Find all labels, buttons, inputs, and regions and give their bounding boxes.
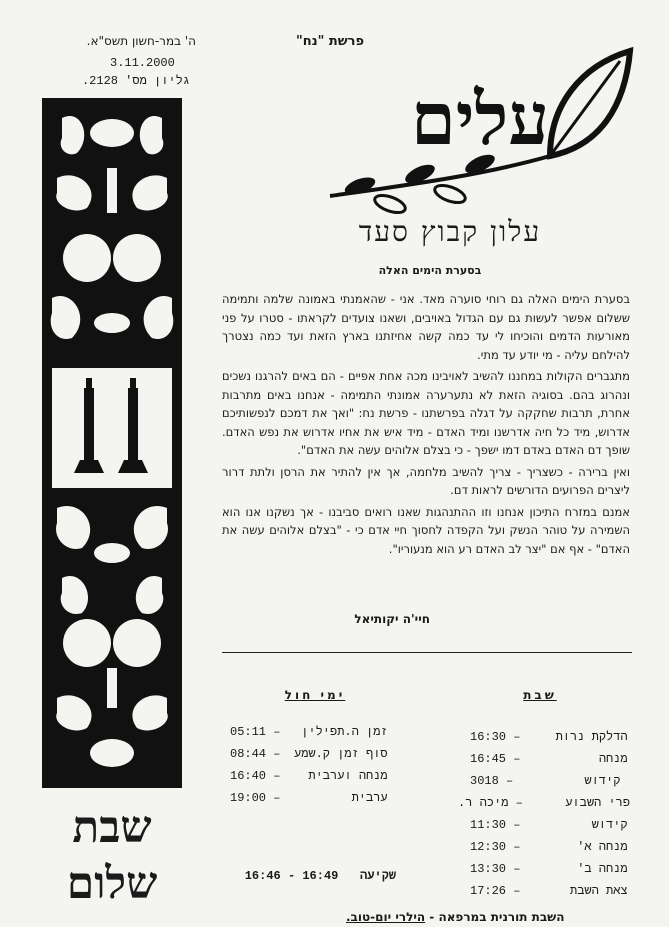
banner-line-2: שלום bbox=[66, 858, 158, 909]
schedule-row: פרי השבוע – מיכה ר. bbox=[458, 796, 631, 810]
article-paragraph: בסערת הימים האלה גם רוחי סוערה מאד. אני - שהאמנתי באמונה שלמה ותמימה ששלום אפשר לעשות גם עם הגדול באויבים, ושאנו צועדים לקראתו - סטרו על פני מאורעות הדמים והוכיחו לי עד כמה קשה אחיזתנו בארץ הזאת ועד כמה נצטרך להילחם עליה - מי יודע עד מתי. bbox=[222, 292, 630, 362]
sunset-times bbox=[226, 869, 396, 883]
footer-text: השבת תורנית במרפאה - bbox=[429, 910, 565, 924]
parasha-label: פרשת "נח" bbox=[296, 34, 365, 49]
schedule-row: מנחה וערבית – 16:40 bbox=[230, 769, 388, 783]
schedule-row: מנחה ב' – 13:30 bbox=[470, 862, 628, 876]
schedule-row: הדלקת נרות – 16:30 bbox=[470, 730, 628, 744]
shabbat-shalom-banner bbox=[42, 800, 182, 912]
section-divider bbox=[222, 652, 632, 653]
article-paragraph: מתגברים הקולות במחננו להשיב לאויבינו מכה אחת אפיים - הם באים להרגנו נשכים ונהרוג בהם. בסוגיה הזאת לא נתערערה אמונתי התמימה - אנחנו באים מתרבות אחרת, תרבות שחקקה על דגלה בפרשתנו - פרשת נח: "ואך את דמכם לנפשותיכם אדרוש, מיד כל חיה אדרשנו ומיד האדם - מיד איש את אחיו אדרוש את נפש האדם. שופך דם האדם באדם דמו ישפך - כי בצלם אלוהים עשה את האדם". bbox=[222, 369, 630, 457]
schedule-row: צאת השבת – 17:26 bbox=[470, 884, 628, 898]
sunset-range: 16:49 - 16:46 bbox=[244, 869, 339, 883]
article-paragraph: אמנם במזרח התיכון אנחנו וזו ההתנהגות שאנו רואים סביבנו - אך נשקנו אנו הוא השמירה על טוהר הנשק ועל הקפדה לחסוך חיי אדם כי - "בצלם אלוהים עשה את האדם" - אף אם "יצר לב האדם רע הוא מנעוריו". bbox=[222, 504, 630, 556]
article-signature: חיי'ה יקותיאל bbox=[354, 612, 430, 626]
issue-number: גליון מס' 2128. bbox=[81, 74, 190, 88]
article-title: בסערת הימים האלה bbox=[378, 264, 482, 277]
schedule-row: סוף זמן ק.שמע – 08:44 bbox=[230, 747, 388, 761]
schedule-row: מנחה – 16:45 bbox=[470, 752, 628, 766]
article-body bbox=[222, 290, 630, 561]
article-paragraph: ואין ברירה - כשצריך - צריך להשיב מלחמה, אך אין להתיר את הרסן ולתת דרור ליצרים הפרועים הדורשים לראות דם. bbox=[222, 464, 630, 497]
hebrew-date: ה' במר-חשון תשס"א. bbox=[86, 34, 196, 48]
newsletter-subtitle: עלון קבוץ סעד bbox=[358, 215, 542, 248]
schedule-row: מנחה א' – 12:30 bbox=[470, 840, 628, 854]
shabbat-schedule-title: שבת bbox=[523, 688, 557, 702]
weekday-schedule-title: ימי חול bbox=[284, 688, 346, 702]
gregorian-date: 3.11.2000 bbox=[110, 56, 175, 70]
decorative-column bbox=[42, 98, 182, 788]
banner-line-1: שבת bbox=[72, 802, 152, 853]
schedule-row: קידוש – 30ּ18 bbox=[470, 774, 621, 788]
schedule-row: קידוש – 11:30 bbox=[470, 818, 628, 832]
sunset-label: שקיעה bbox=[359, 869, 396, 883]
schedule-row: ערבית – 19:00 bbox=[230, 791, 388, 805]
logo-text: עלים bbox=[410, 76, 550, 161]
schedule-row: זמן ה.תפילין – 05:11 bbox=[230, 725, 388, 739]
footer-name: הילרי יום-טוב. bbox=[346, 910, 426, 924]
footer-note bbox=[346, 910, 564, 924]
